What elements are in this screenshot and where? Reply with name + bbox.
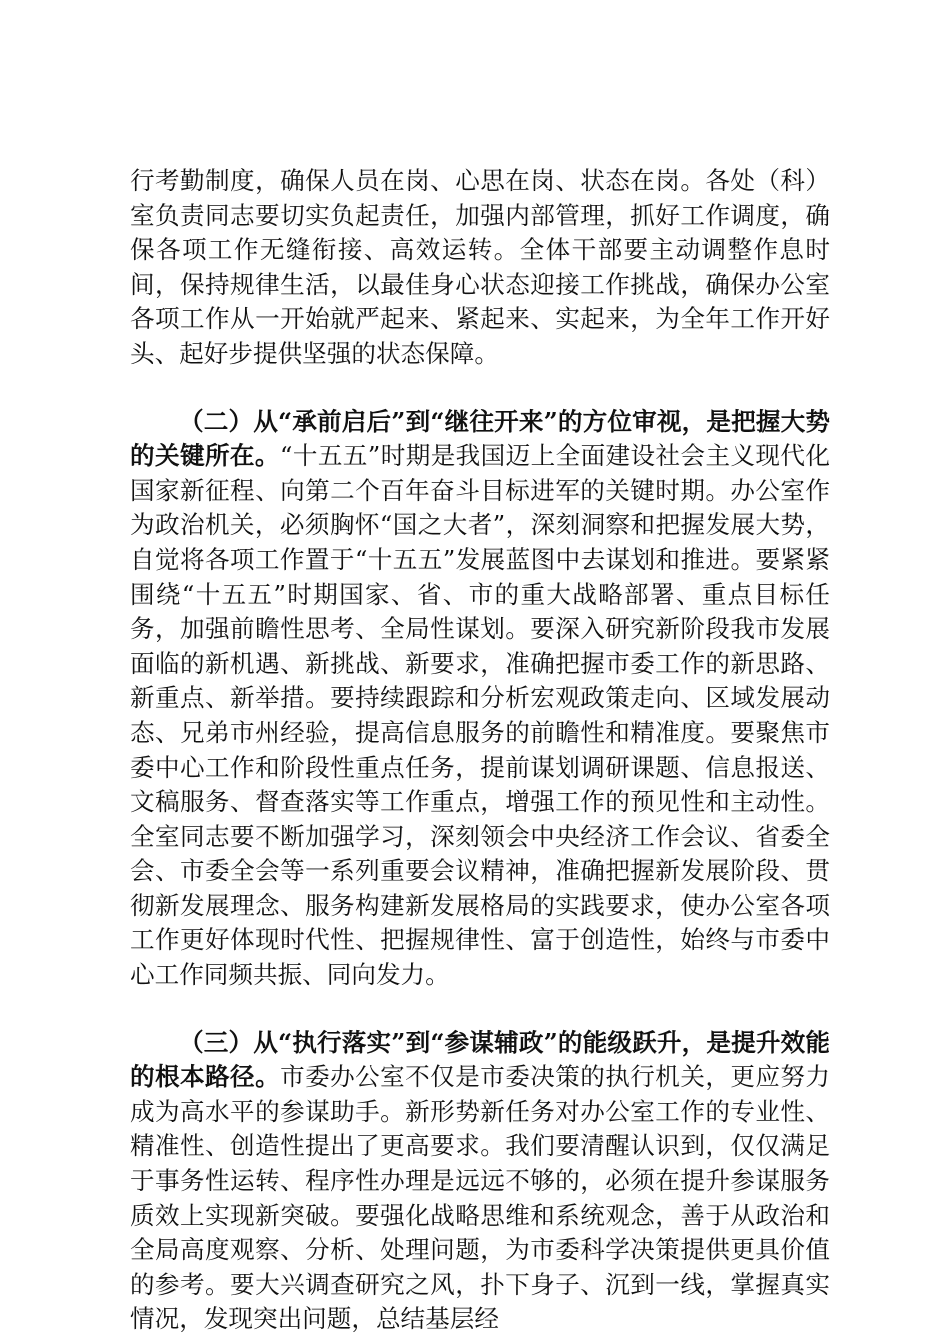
document-body	[130, 164, 830, 1337]
paragraph-3-text: 市委办公室不仅是市委决策的执行机关，更应努力成为高水平的参谋助手。新形势新任务对办公室工作的专业性、精准性、创造性提出了更高要求。我们要清醒认识到，仅仅满足于事务性运转、程序性办理是远远不够的，必须在提升参谋服务质效上实现新突破。要强化战略思维和系统观念，善于从政治和全局高度观察、分析、处理问题，为市委科学决策提供更具价值的参考。要大兴调查研究之风，扑下身子、沉到一线，掌握真实情况，发现突出问题，总结基层经	[130, 1062, 830, 1334]
paragraph-1-text: 行考勤制度，确保人员在岗、心思在岗、状态在岗。各处（科）室负责同志要切实负起责任，加强内部管理，抓好工作调度，确保各项工作无缝衔接、高效运转。全体干部要主动调整作息时间，保持规律生活，以最佳身心状态迎接工作挑战，确保办公室各项工作从一开始就严起来、紧起来、实起来，为全年工作开好头、起好步提供坚强的状态保障。	[130, 166, 830, 368]
paragraph-3	[130, 1026, 830, 1337]
paragraph-2	[130, 405, 830, 993]
paragraph-3-heading: （三）从“执行落实”到“参谋辅政”的能级跃升，是提升效能的根本路径。	[130, 1027, 830, 1092]
paragraph-2-heading: （二）从“承前启后”到“继往开来”的方位审视，是把握大势的关键所在。	[130, 406, 830, 471]
paragraph-1	[130, 164, 830, 372]
paragraph-2-text: “十五五”时期是我国迈上全面建设社会主义现代化国家新征程、向第二个百年奋斗目标进军的关键时期。办公室作为政治机关，必须胸怀“国之大者”，深刻洞察和把握发展大势，自觉将各项工作置于“十五五”发展蓝图中去谋划和推进。要紧紧围绕“十五五”时期国家、省、市的重大战略部署、重点目标任务，加强前瞻性思考、全局性谋划。要深入研究新阶段我市发展面临的新机遇、新挑战、新要求，准确把握市委工作的新思路、新重点、新举措。要持续跟踪和分析宏观政策走向、区域发展动态、兄弟市州经验，提高信息服务的前瞻性和精准度。要聚焦市委中心工作和阶段性重点任务，提前谋划调研课题、信息报送、文稿服务、督查落实等工作重点，增强工作的预见性和主动性。全室同志要不断加强学习，深刻领会中央经济工作会议、省委全会、市委全会等一系列重要会议精神，准确把握新发展阶段、贯彻新发展理念、服务构建新发展格局的实践要求，使办公室各项工作更好体现时代性、把握规律性、富于创造性，始终与市委中心工作同频共振、同向发力。	[130, 441, 830, 990]
